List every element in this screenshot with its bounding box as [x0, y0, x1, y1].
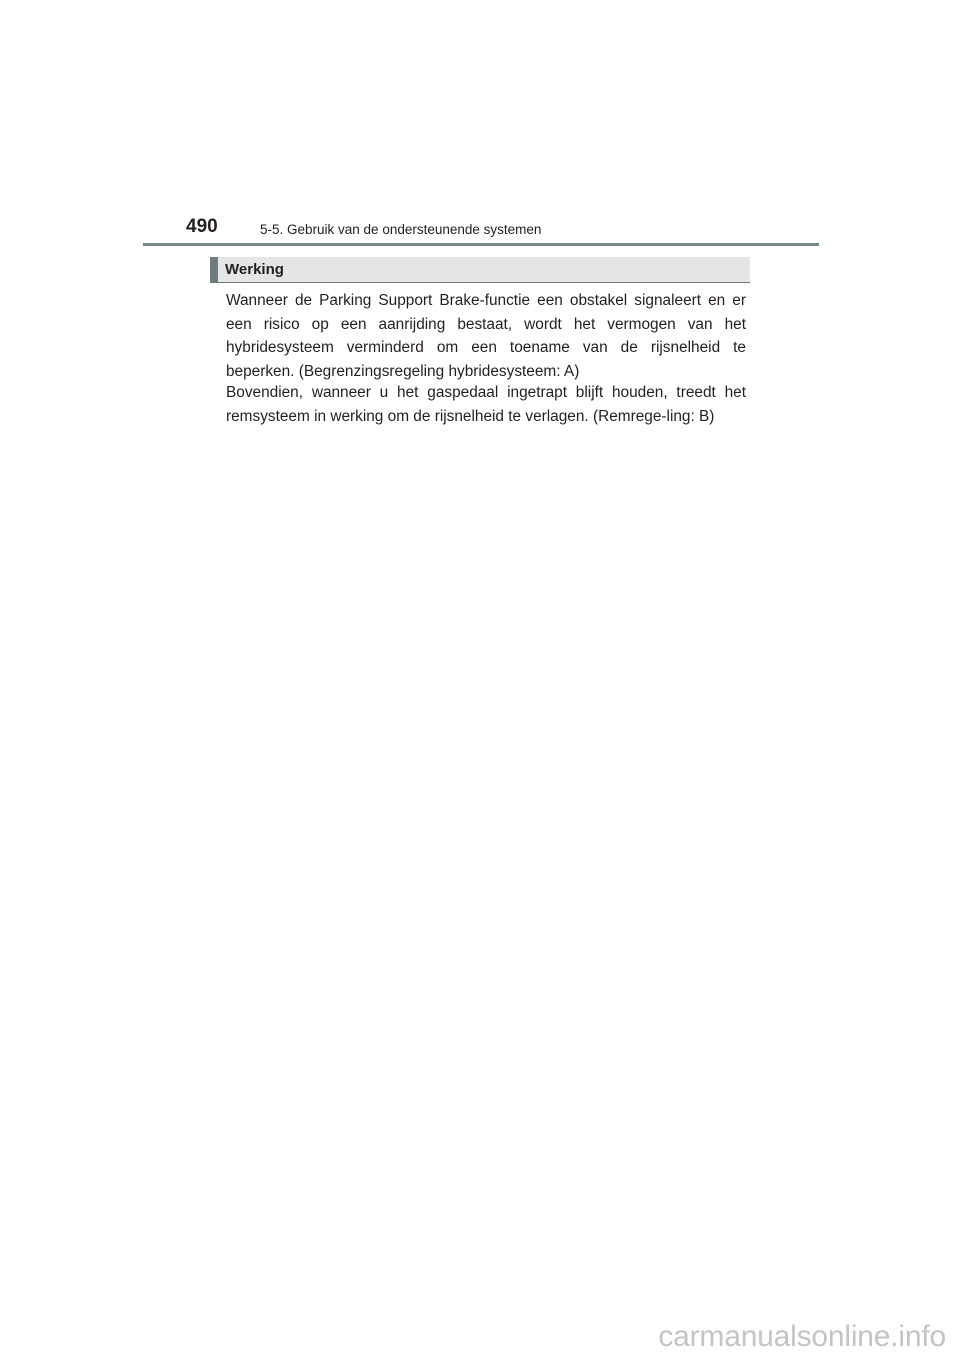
body-paragraph: Bovendien, wanneer u het gaspedaal ingetrapt blijft houden, treedt het remsysteem in werking om de rijsnelheid te verlagen. (Remrege-ling: B): [226, 384, 746, 425]
chapter-title: 5-5. Gebruik van de ondersteunende systemen: [260, 222, 542, 237]
page-number: 490: [186, 216, 218, 237]
watermark-text: carmanualsonline.info: [658, 1320, 946, 1353]
section-heading: [210, 257, 750, 283]
body-paragraph: Wanneer de Parking Support Brake-functie een obstakel signaleert en er een risico op een aanrijding bestaat, wordt het vermogen van het hybridesysteem verminderd om een toename van de rijsnelheid te beperken. (Begrenzingsregeling hybridesysteem: A): [226, 292, 746, 381]
header-divider: [143, 243, 819, 246]
section-heading-label: Werking: [225, 261, 284, 278]
heading-accent-bar: [210, 257, 218, 282]
